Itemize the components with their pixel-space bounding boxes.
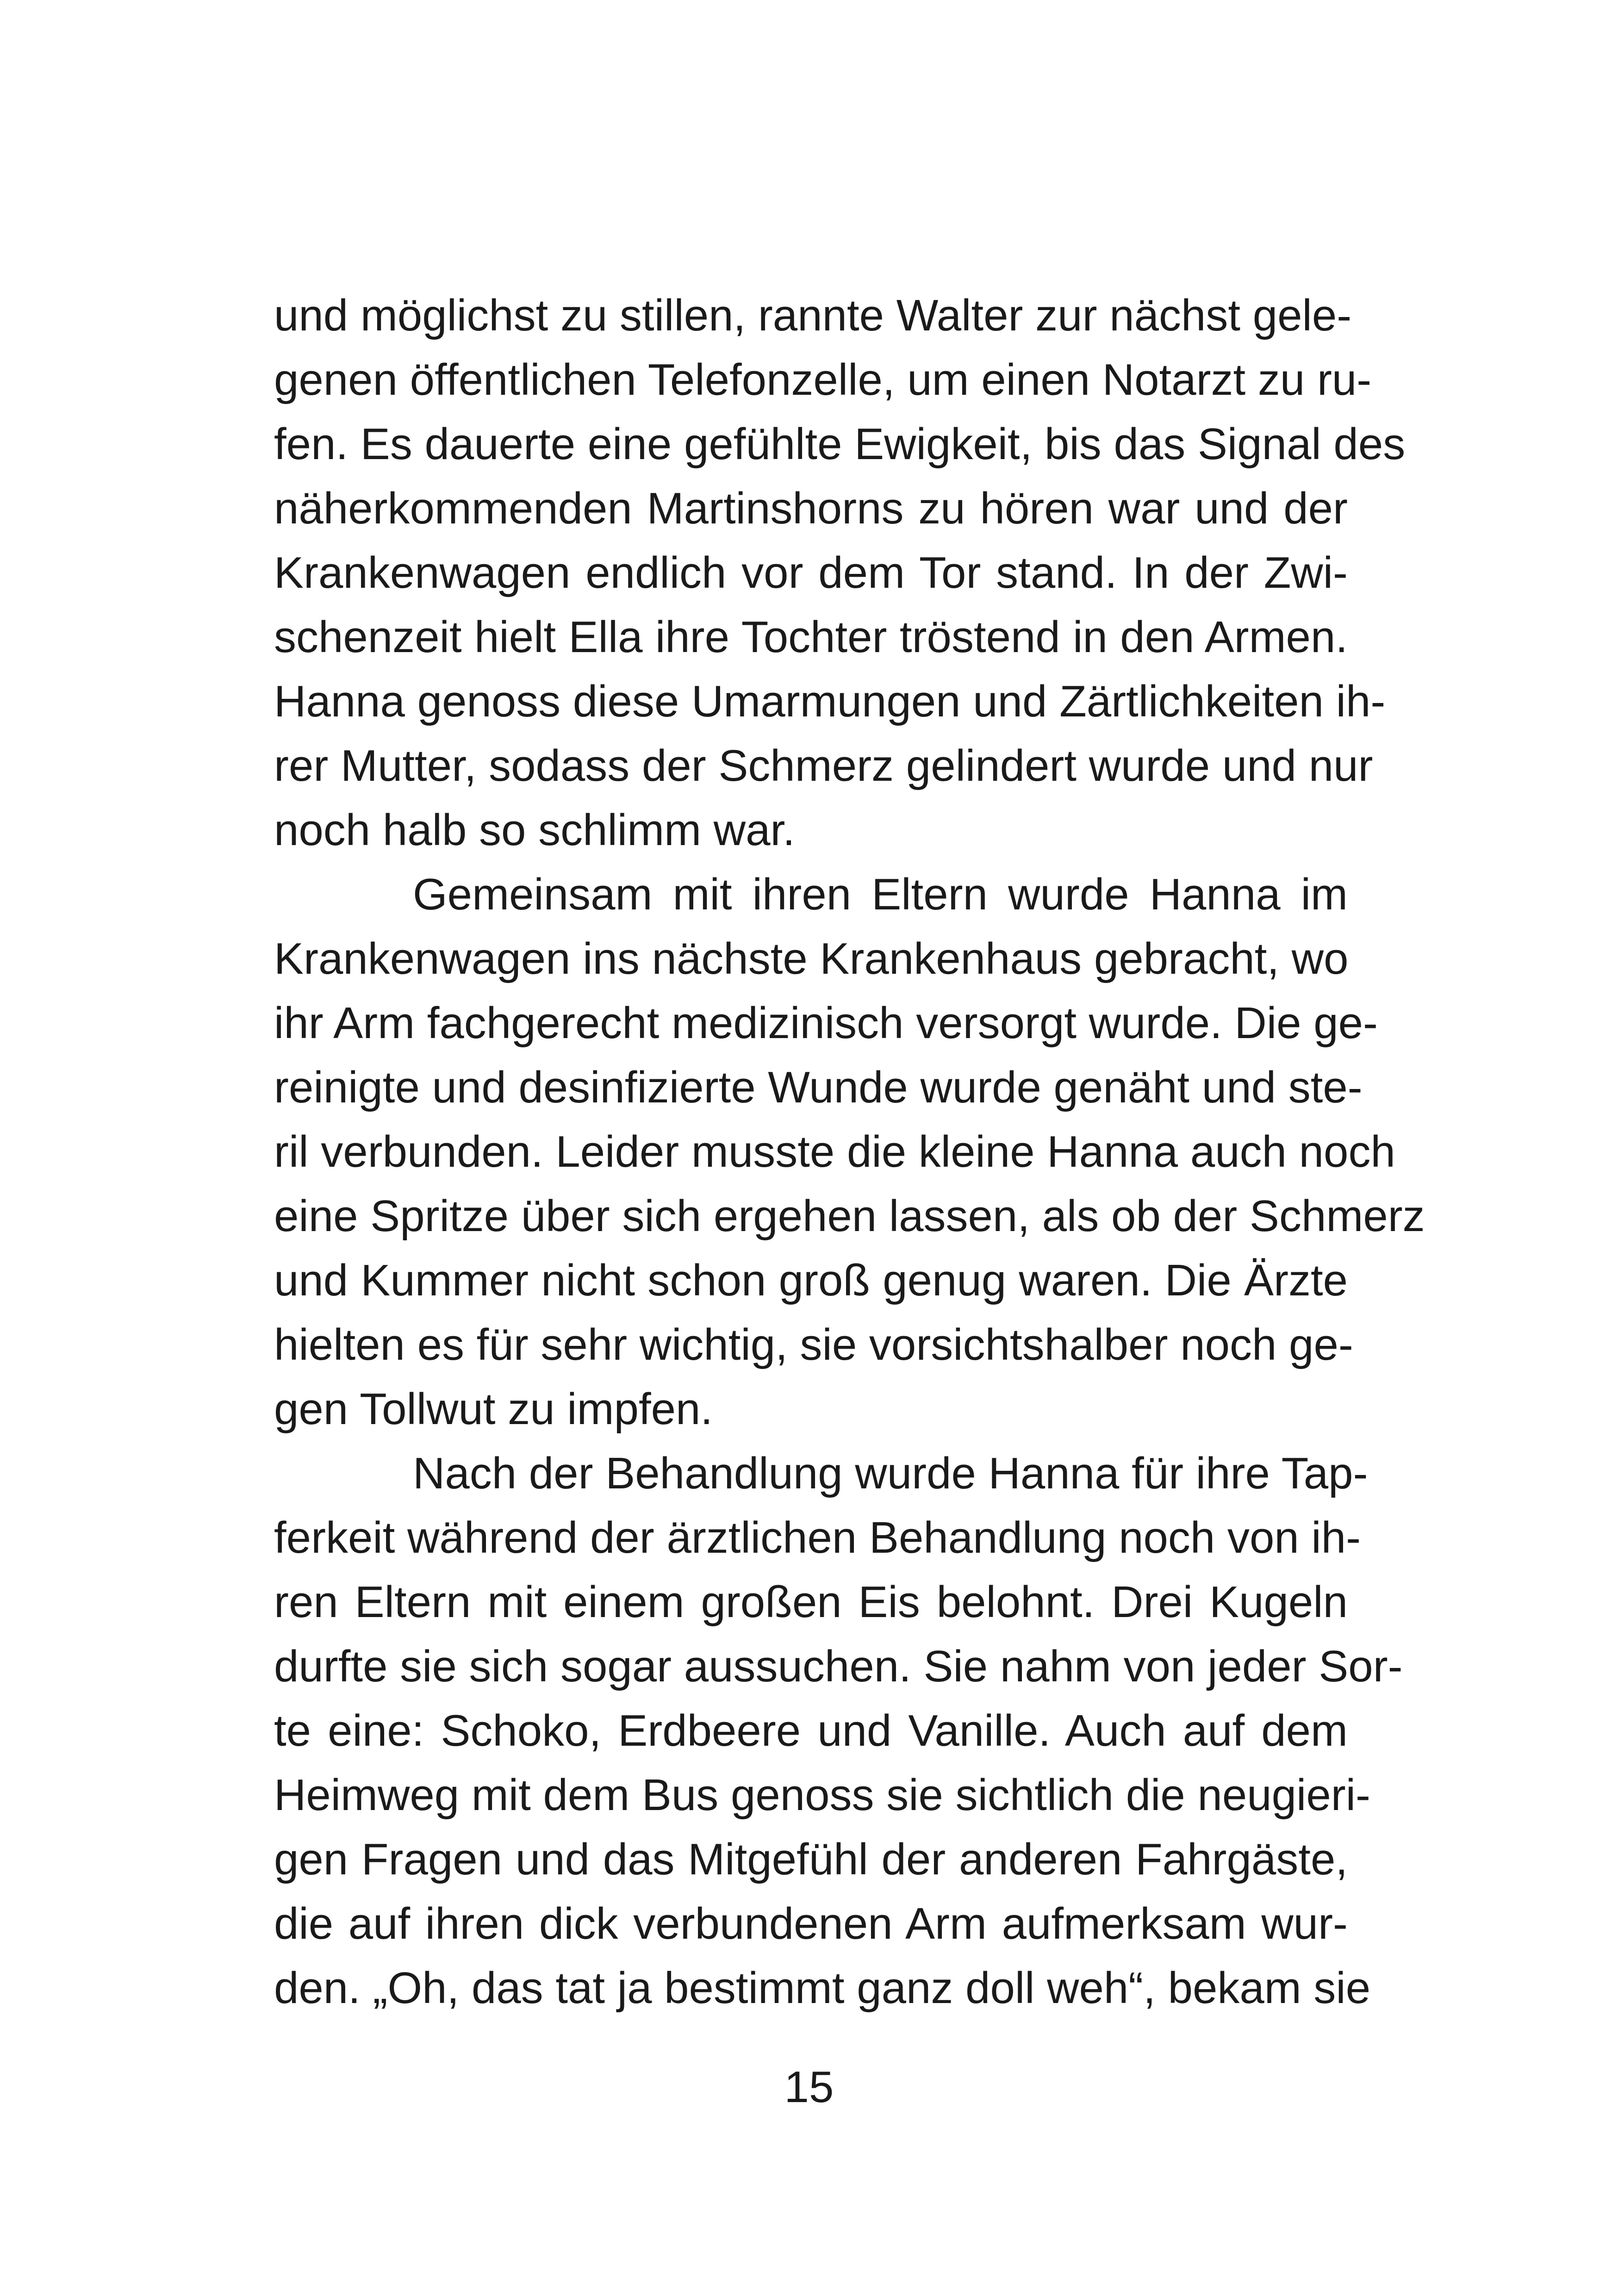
text-line: Krankenwagen endlich vor dem Tor stand. In der Zwi- <box>274 548 1348 597</box>
text-line: te eine: Schoko, Erdbeere und Vanille. Auch auf dem <box>274 1706 1348 1755</box>
text-line: ril verbunden. Leider musste die kleine Hanna auch noch <box>274 1127 1395 1176</box>
text-line: ihr Arm fachgerecht medizinisch versorgt wurde. Die ge- <box>274 998 1378 1048</box>
text-line: gen Fragen und das Mitgefühl der anderen Fahrgäste, <box>274 1835 1348 1884</box>
text-line: Hanna genoss diese Umarmungen und Zärtlichkeiten ih- <box>274 677 1386 726</box>
body-text <box>274 283 1425 2020</box>
text-line: Heimweg mit dem Bus genoss sie sichtlich die neugieri- <box>274 1770 1371 1820</box>
text-line: näherkommenden Martinshorns zu hören war und der <box>274 484 1348 533</box>
text-line: eine Spritze über sich ergehen lassen, als ob der Schmerz <box>274 1191 1425 1241</box>
text-line: genen öffentlichen Telefonzelle, um einen Notarzt zu ru- <box>274 355 1372 404</box>
text-line: reinigte und desinfizierte Wunde wurde genäht und ste- <box>274 1063 1363 1112</box>
text-line: den. „Oh, das tat ja bestimmt ganz doll weh“, bekam sie <box>274 1963 1371 2013</box>
text-line: die auf ihren dick verbundenen Arm aufmerksam wur- <box>274 1899 1348 1948</box>
text-line: ren Eltern mit einem großen Eis belohnt. Drei Kugeln <box>274 1577 1348 1627</box>
text-line: rer Mutter, sodass der Schmerz gelindert wurde und nur <box>274 741 1373 790</box>
text-line: gen Tollwut zu impfen. <box>274 1384 713 1434</box>
paragraph-start-line: Nach der Behandlung wurde Hanna für ihre Tap- <box>413 1449 1368 1498</box>
text-line: durfte sie sich sogar aussuchen. Sie nahm von jeder Sor- <box>274 1642 1403 1691</box>
text-line: hielten es für sehr wichtig, sie vorsichtshalber noch ge- <box>274 1320 1353 1369</box>
text-line: noch halb so schlimm war. <box>274 805 795 855</box>
text-line: ferkeit während der ärztlichen Behandlung noch von ih- <box>274 1513 1361 1562</box>
paragraph-start-line: Gemeinsam mit ihren Eltern wurde Hanna im <box>413 870 1348 919</box>
text-line: Krankenwagen ins nächste Krankenhaus gebracht, wo <box>274 934 1349 983</box>
text-line: schenzeit hielt Ella ihre Tochter tröstend in den Armen. <box>274 612 1348 662</box>
page-number: 15 <box>784 2062 834 2112</box>
text-line: fen. Es dauerte eine gefühlte Ewigkeit, bis das Signal des <box>274 419 1406 469</box>
text-line: und Kummer nicht schon groß genug waren. Die Ärzte <box>274 1256 1348 1305</box>
text-line: und möglichst zu stillen, rannte Walter zur nächst gele- <box>274 291 1352 340</box>
